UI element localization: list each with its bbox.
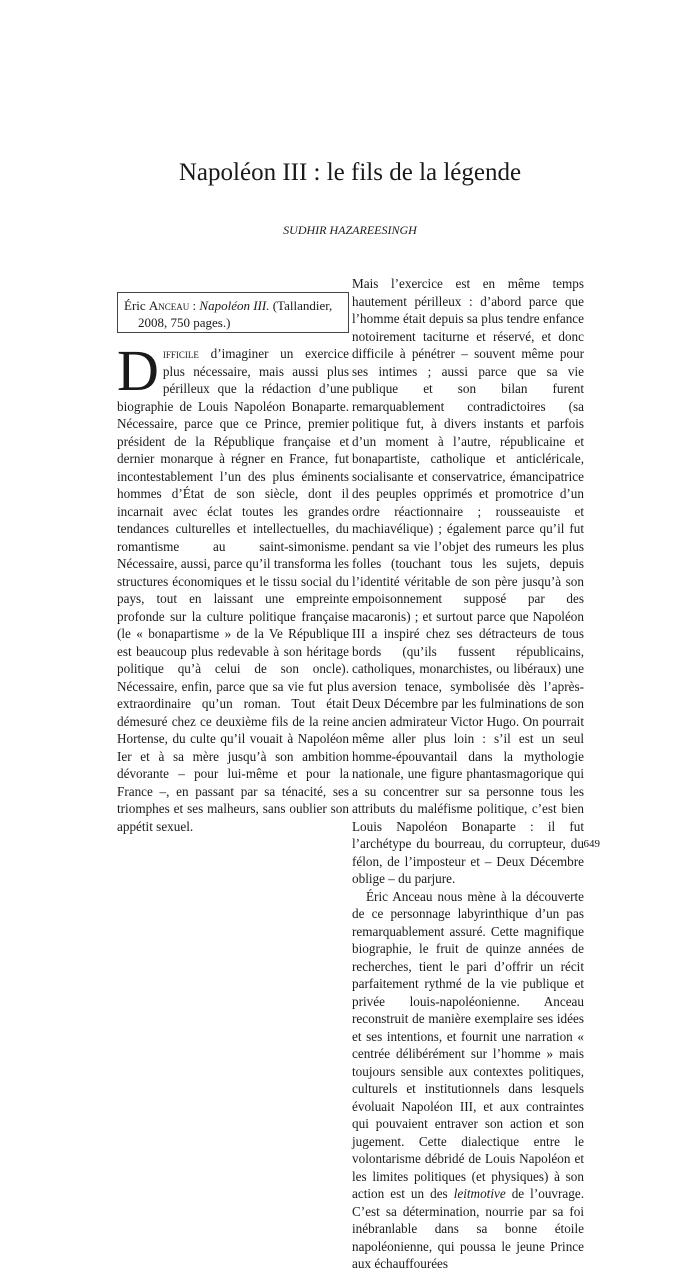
book-details: (Tallandier, 2008, 750 pages.) <box>138 298 333 330</box>
paragraph-3-italic: leitmotive <box>453 1186 506 1201</box>
book-author-first: Éric <box>124 298 146 313</box>
lead-in: ifficile <box>162 346 199 361</box>
article-title: Napoléon III : le fils de la légende <box>178 159 522 186</box>
page-number: 649 <box>583 838 600 850</box>
book-title: Napoléon III. <box>199 298 270 313</box>
paragraph-3 <box>352 888 584 1273</box>
paragraph-2-continued: Mais l’exercice est en même temps hautement périlleux : d’abord parce que l’homme était depuis sa plus tendre enfance notoirement taciturne et réservé, et donc difficile à pénétrer – souvent même pour ses intimes ; aussi parce que sa vie publique et son bilan furent remarquablement contradictoires (sa politique fut, à divers instants et parfois d’un moment à l’autre, républicaine et bonapartiste, catholique et anticléricale, socialisante et conservatrice, émancipatrice des peuples opprimés et promotrice d’un ordre réactionnaire ; rousseauiste et machiavélique) ; également parce qu’il fut pendant sa vie l’objet des rumeurs les plus folles (touchant tous les sujets, depuis l’identité véritable de son père jusqu’à son empoisonnement supposé par des macaronis) ; et surtout parce que Napoléon III a inspiré chez ses détracteurs de tous bords (qu’ils fussent républicains, catholiques, monarchistes, ou libéraux) une aversion tenace, symbolisée dès l’après-Deux Décembre par les fulminations de son ancien admirateur Victor Hugo. On pourrait même aller plus loin : s’il est un seul homme-épouvantail dans la mythologie nationale, une figure phantasmagorique qui a su concentrer sur sa personne tous les attributs du maléfisme politique, c’est bien Louis Napoléon Bonaparte : il fut l’archétype du bourreau, du corrupteur, du félon, de l’imposteur et – Deux Décembre oblige – du parjure. <box>352 276 584 886</box>
article-author: SUDHIR HAZAREESINGH <box>283 223 417 237</box>
paragraph-3-text-b: de l’ouvrage. C’est sa détermination, nourrie par sa foi inébranlable dans sa bonne étoile napoléonienne, qui poussa le jeune Prince aux échauffourées <box>352 1186 585 1271</box>
book-reference-box <box>117 292 349 333</box>
column-right <box>352 275 584 1273</box>
book-separator: : <box>189 298 200 313</box>
drop-cap: D <box>117 338 159 403</box>
book-reference <box>124 297 342 331</box>
paragraph-1-text: d’imaginer un exercice plus nécessaire, mais aussi plus périlleux que la rédaction d’une biographie de Louis Napoléon Bonaparte. Nécessaire, parce que ce Prince, premier président de la République française et dernier monarque à régner en France, fut incontestablement l’un des plus éminents hommes d’État de son siècle, dont il incarnait avec éclat toutes les grandes tendances culturelles et intellectuelles, du romantisme au saint-simonisme. Nécessaire, aussi, parce qu’il transforma les structures économiques et le tissu social du pays, tout en laissant une empreinte profonde sur la culture politique française (le « bonapartisme » de la Ve République est beaucoup plus redevable à son héritage politique qu’à celui de son oncle). Nécessaire, enfin, parce que sa vie fut plus extraordinaire qu’un roman. Tout était démesuré chez ce deuxième fils de la reine Hortense, du culte qu’il vouait à Napoléon Ier et à sa mère jusqu’à son ambition dévorante – pour lui-même et pour la France –, en passant par sa ténacité, ses triomphes et ses malheurs, sans oublier son appétit sexuel. <box>117 346 349 834</box>
paragraph-3-text-a: Éric Anceau nous mène à la découverte de ce personnage labyrinthique d’un pas remarquablement assuré. Cette magnifique biographie, le fruit de quinze années de recherches, tient le pari d’offrir un récit parfaitement rythmé de la vie publique et privée louis-napoléonienne. Anceau reconstruit de manière exemplaire ses idées et ses intentions, et fournit une narration « centrée délibérément sur l’homme » mais toujours sensible aux contextes politiques, culturels et institutionnels dans lesquels évoluait Napoléon III, et aux contraintes qui pouvaient entraver son action et son jugement. Cette dialectique entre le volontarisme débridé de Louis Napoléon et les limites politiques (et physiques) à son action est un des <box>352 888 584 1201</box>
column-left <box>117 338 349 835</box>
paragraph-1 <box>117 338 349 835</box>
book-author-last: Anceau <box>148 298 190 313</box>
